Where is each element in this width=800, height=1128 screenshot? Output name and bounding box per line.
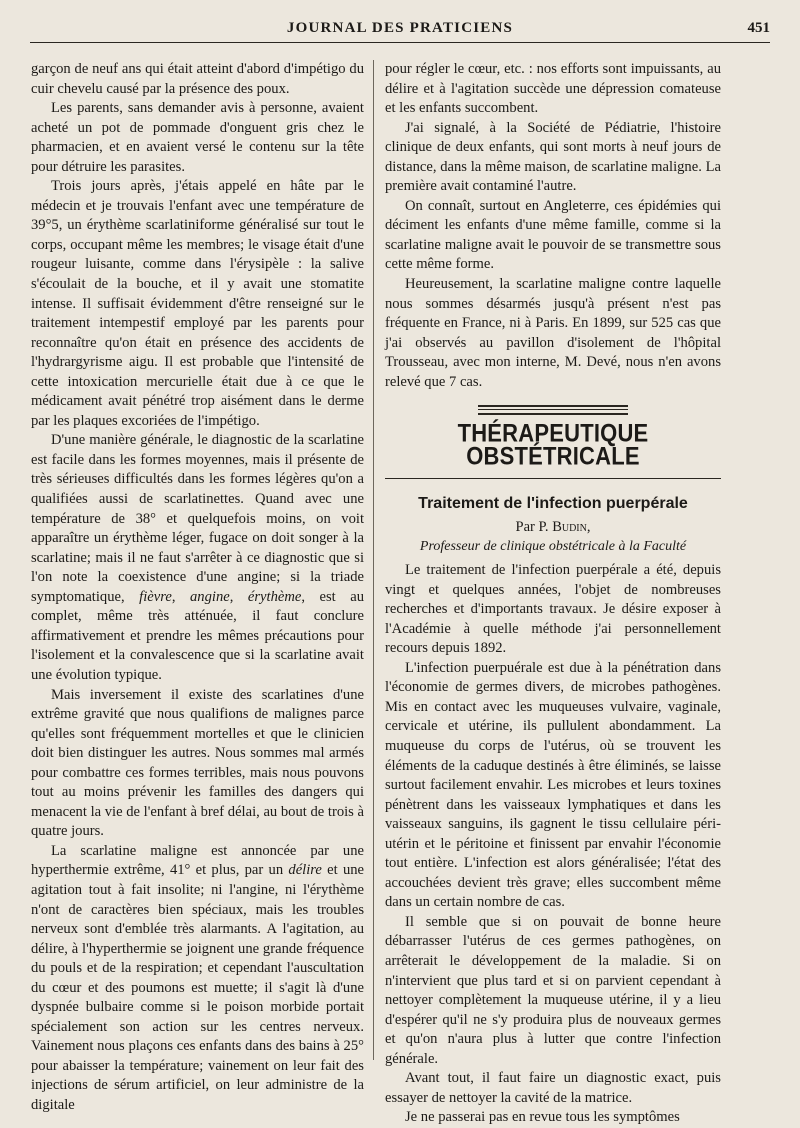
paragraph: Avant tout, il faut faire un diagnostic exact, puis essayer de nettoyer la cavité de la matrice. bbox=[385, 1070, 721, 1106]
section-separator bbox=[478, 405, 628, 415]
paragraph: Je ne passerai pas en revue tous les symptômes bbox=[405, 1109, 680, 1126]
paragraph: pour régler le cœur, etc. : nos efforts sont impuissants, au délire et à l'agitation succède une dépression comateuse et les enfants succombent. bbox=[385, 61, 721, 117]
running-header bbox=[30, 16, 770, 43]
byline: Par P. Budin, bbox=[515, 518, 591, 535]
paragraph: Les parents, sans demander avis à personne, avaient acheté un pot de pommade d'onguent gris chez le pharmacien, et en avaient versé le contenu sur la tête pour détruire les parasites. bbox=[31, 100, 364, 175]
page-number: 451 bbox=[747, 20, 770, 36]
emphasis: délire bbox=[288, 862, 322, 879]
paragraph: Le traitement de l'infection puerpérale a été, depuis vingt et quelques années, l'objet de nombreuses recherches et d'importants travaux. Je désire exposer à l'Académie à quelle méthode j'ai personnellement recours depuis 1892. bbox=[385, 562, 721, 657]
paragraph: garçon de neuf ans qui était atteint d'abord d'impétigo du cuir chevelu causé par la présence des poux. bbox=[31, 61, 364, 97]
section-rule bbox=[385, 478, 721, 479]
right-column bbox=[385, 60, 721, 1128]
paragraph: Heureusement, la scarlatine maligne contre laquelle nous sommes désarmés jusqu'à présent n'est pas fréquente en France, ni à Paris. En 1899, sur 525 cas que j'ai observés au pavillon d'isolement de l'hôpital Trousseau, avec mon interne, M. Devé, nous n'en avons relevé que 7 cas. bbox=[385, 276, 721, 390]
paragraph: J'ai signalé, à la Société de Pédiatrie, l'histoire clinique de deux enfants, qui sont morts à neuf jours de distance, dans la même maison, de scarlatine maligne. La première avait contaminé l'autre. bbox=[385, 119, 721, 195]
paragraph: L'infection puerpuérale est due à la pénétration dans l'économie de germes divers, de microbes pathogènes. Mis en contact avec les muqueuses vulvaire, vaginale, cervicale et utérine, ils pullulent abondamment. La muqueuse du corps de l'utérus, où se trouvent les éléments de la caduque destinés à être éliminés, se laisse surtout facilement envahir. Les microbes et leurs toxines pénètrent dans les vaisseaux lymphatiques et dans les vaisseaux sanguins, ils gagnent le tissu cellulaire péri-utérin et le péritoine et finissent par envahir l'économie tout entière. L'infection est alors généralisée; l'état des accouchées devient très grave; elles succombent même dans un certain nombre de cas. bbox=[385, 659, 721, 911]
article-title: Traitement de l'infection puerpérale bbox=[418, 495, 688, 513]
left-column bbox=[31, 60, 364, 1116]
author-affiliation: Professeur de clinique obstétricale à la Faculté bbox=[419, 539, 687, 555]
section-title: THÉRAPEUTIQUE OBSTÉTRICALE bbox=[457, 418, 649, 471]
column-divider bbox=[373, 60, 374, 1060]
paragraph: Trois jours après, j'étais appelé en hâte par le médecin et je trouvais l'enfant avec une température de 39°5, un érythème scarlatiniforme généralisé sur tout le corps, occupant même les membres; le visage était d'une rougeur luisante, comme dans l'érysipèle : la salive s'écoulait de la bouche, et il y avait une stomatite intense. Il suffisait évidemment d'être renseigné sur le traitement intempestif employé par les parents pour reconnaître qu'on était en présence des accidents de l'hydrargyrisme aigu. Il est probable que l'intensité de cette intoxication mercurielle était due à ce que le médicament avait pénétré trop aisément dans le derme par les plaques excoriées de l'impétigo. bbox=[31, 178, 364, 429]
emphasis: érythème bbox=[247, 588, 302, 605]
author-name: Budin, bbox=[552, 518, 591, 535]
paragraph: Mais inversement il existe des scarlatines d'une extrême gravité que nous qualifions de malignes parce qu'elles sont fréquemment mortelles et que le clinicien doit bien distinguer les autres. Nous sommes mal armés pour combattre ces formes terribles, mais nous pouvons tout au moins prévenir les familles des dangers qui menacent la vie de l'enfant à bref délai, au bout de trois à quatre jours. bbox=[31, 686, 364, 840]
emphasis: angine bbox=[190, 588, 230, 605]
paragraph: La scarlatine maligne est annoncée par une hyperthermie extrême, 41° et plus, par un délire et une agitation tout à fait insolite; ni l'angine, ni l'érythème n'ont de caractères bien spéciaux, mais les troubles nerveux sont d'emblée très alarmants. A l'agitation, au délire, à l'hyperthermie se joignent une grande fréquence du pouls et de la respiration; et cependant l'auscultation du cœur et des poumons est muette; il s'agit là d'une dyspnée bulbaire comme si le poison morbide portait spécialement son action sur les centres nerveux. Vainement nous plaçons ces enfants dans des bains à 25° pour abaisser la température; vainement on leur fait des injections de sérum artificiel, on leur administre de la digitale bbox=[31, 842, 365, 1113]
emphasis: fièvre bbox=[139, 588, 172, 605]
paragraph: Il semble que si on pouvait de bonne heure débarrasser l'utérus de ces germes pathogènes, on arrêterait le développement de la maladie. Si on n'intervient que plus tard et si on parvient cependant à nettoyer complètement la muqueuse utérine, il y a lieu d'espérer qu'il ne s'y produira plus de nouveaux germes et qu'on n'aura plus à lutter que contre l'infection générale. bbox=[385, 913, 721, 1067]
paragraph: On connaît, surtout en Angleterre, ces épidémies qui déciment les enfants d'une même famille, comme si la scarlatine maligne avait le pouvoir de se transmettre sous cette même forme. bbox=[385, 197, 721, 273]
journal-title: JOURNAL DES PRATICIENS bbox=[286, 20, 514, 36]
paragraph: D'une manière générale, le diagnostic de la scarlatine est facile dans les formes moyennes, mais il présente de très sérieuses difficultés dans les formes légères qu'on a qualifiées aussi de scarlatinettes. Quand avec une température de 38° et quelquefois moins, on voit apparaître un érythème léger, fugace on doit songer à la scarlatine; mais il ne faut s'arrêter à ce diagnostic que si l'on note la coexistence d'une angine; si la triade symptomatique, fièvre, angine, érythème, est au complet, même très atténuée, il faut conclure affirmativement et prendre les mêmes précautions pour l'isolement et la convalescence que si la scarlatine avait une évolution typique. bbox=[31, 432, 365, 683]
